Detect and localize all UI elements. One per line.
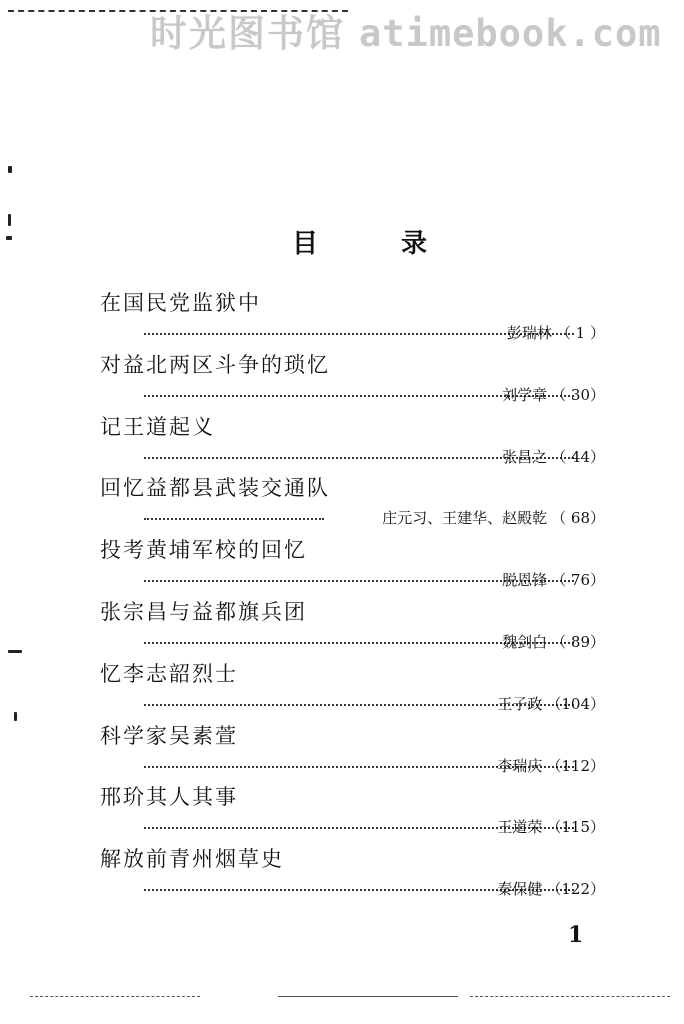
entry-page: （ 89）	[551, 632, 605, 651]
entry-page: （104）	[546, 694, 605, 713]
entry-author: 魏剑白 （ 89）	[502, 632, 605, 651]
entry-page: （ 76）	[551, 571, 605, 590]
bottom-scan-line	[30, 996, 200, 997]
entry-page: （ 30）	[551, 385, 605, 404]
entry-title: 在国民党监狱中	[100, 291, 261, 315]
toc-entry[interactable]	[100, 285, 610, 347]
entry-author: 李瑞庆 （112）	[497, 756, 605, 775]
toc-entry[interactable]	[100, 532, 610, 594]
entry-author: 刘学章 （ 30）	[502, 385, 605, 404]
watermark	[150, 12, 662, 56]
scan-speck	[14, 712, 17, 721]
bottom-scan-line	[278, 996, 458, 997]
entry-title: 解放前青州烟草史	[100, 847, 284, 872]
toc-entry[interactable]	[100, 470, 610, 532]
contents-heading-right: 录	[401, 229, 428, 259]
toc-entry[interactable]	[100, 656, 610, 718]
entry-author: 彭瑞林 （ 1 ）	[506, 324, 605, 342]
entry-page: （ 1 ）	[555, 324, 605, 342]
scan-speck	[8, 166, 12, 173]
entry-author: 庄元习、王建华、赵殿乾 （ 68）	[382, 509, 605, 528]
toc-entry[interactable]	[100, 594, 610, 656]
toc-entry[interactable]	[100, 409, 610, 471]
toc-entry[interactable]	[100, 779, 610, 841]
toc-entry[interactable]	[100, 347, 610, 409]
entry-title: 投考黄埔军校的回忆	[100, 538, 307, 563]
page-number: 1	[568, 922, 584, 948]
entry-title: 科学家吴素萱	[100, 723, 238, 748]
toc-entry[interactable]	[100, 841, 610, 903]
entry-page: （115）	[546, 818, 605, 837]
table-of-contents	[100, 285, 610, 903]
entry-author: 脱恩锋 （ 76）	[502, 571, 605, 590]
contents-heading	[0, 226, 684, 266]
entry-title: 张宗昌与益都旗兵团	[100, 599, 307, 624]
scan-speck	[8, 650, 22, 653]
scan-speck	[8, 214, 11, 226]
entry-title: 邢玠其人其事	[100, 785, 238, 810]
entry-author: 王道荣 （115）	[497, 818, 605, 837]
entry-title: 忆李志韶烈士	[100, 661, 238, 686]
watermark-cn: 时光图书馆	[150, 12, 345, 55]
watermark-en: atimebook.com	[359, 12, 662, 55]
entry-page: （112）	[546, 756, 605, 775]
entry-author: 王子政 （104）	[497, 694, 605, 713]
contents-heading-left: 目	[292, 229, 319, 259]
bottom-scan-line	[470, 996, 670, 997]
entry-page: （122）	[546, 880, 605, 899]
entry-author: 秦保健 （122）	[497, 880, 605, 899]
dot-leader	[144, 518, 324, 520]
entry-author: 张昌之 （ 44）	[502, 447, 605, 466]
entry-title: 对益北两区斗争的琐忆	[100, 352, 330, 377]
entry-page: （ 44）	[551, 447, 605, 466]
entry-title: 记王道起义	[100, 414, 215, 439]
entry-page: （ 68）	[551, 509, 605, 528]
toc-entry[interactable]	[100, 718, 610, 780]
entry-title: 回忆益都县武装交通队	[100, 476, 330, 501]
